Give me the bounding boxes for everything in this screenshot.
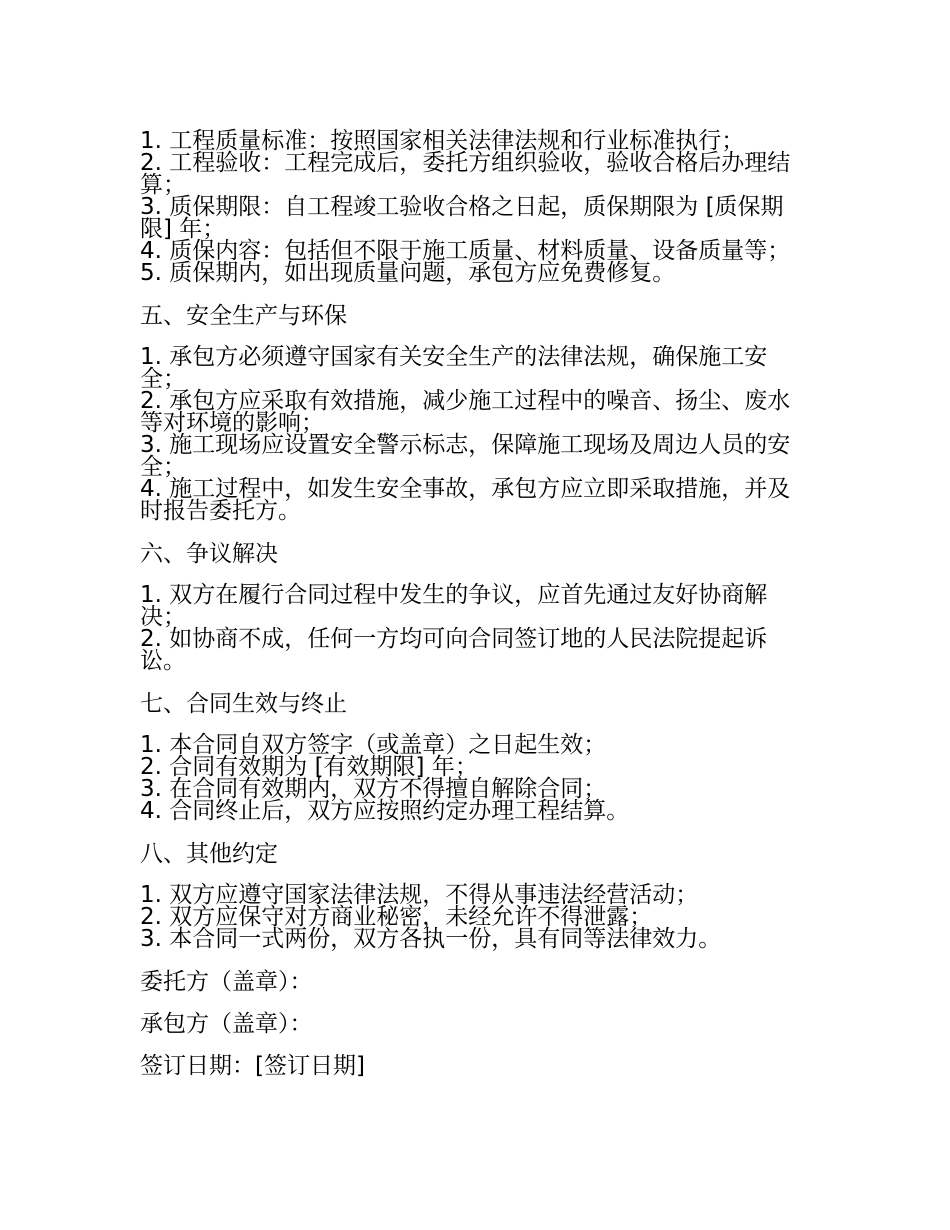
dispute-section-list: [140, 584, 810, 672]
list-item: 2. 承包方应采取有效措施，减少施工过程中的噪音、扬尘、废水等对环境的影响；: [140, 388, 791, 436]
list-item: 1. 本合同自双方签字（或盖章）之日起生效；: [140, 732, 607, 758]
list-item: 2. 如协商不成，任何一方均可向合同签订地的人民法院提起诉讼。: [140, 626, 768, 674]
list-item: 4. 合同终止后，双方应按照约定办理工程结算。: [140, 798, 630, 824]
list-item: 1. 承包方必须遵守国家有关安全生产的法律法规，确保施工安全；: [140, 344, 768, 392]
quality-section-list: [140, 130, 810, 284]
list-item: 4. 质保内容：包括但不限于施工质量、材料质量、设备质量等；: [140, 238, 791, 264]
list-item: 4. 施工过程中，如发生安全事故，承包方应立即采取措施，并及时报告委托方。: [140, 476, 791, 524]
list-item: 3. 质保期限：自工程竣工验收合格之日起，质保期限为 [质保期限] 年；: [140, 194, 784, 242]
list-item: 5. 质保期内，如出现质量问题，承包方应免费修复。: [140, 260, 676, 286]
section-heading-effect: 七、合同生效与终止: [140, 691, 347, 717]
effect-section-list: [140, 734, 810, 822]
section-heading-other: 八、其他约定: [140, 841, 278, 867]
list-item: 1. 双方应遵守国家法律法规，不得从事违法经营活动；: [140, 882, 699, 908]
list-item: 3. 施工现场应设置安全警示标志，保障施工现场及周边人员的安全；: [140, 432, 791, 480]
list-item: 1. 工程质量标准：按照国家相关法律法规和行业标准执行；: [140, 128, 745, 154]
list-item: 1. 双方在履行合同过程中发生的争议，应首先通过友好协商解决；: [140, 582, 768, 630]
section-heading-safety: 五、安全生产与环保: [140, 303, 347, 329]
list-item: 2. 合同有效期为 [有效期限] 年；: [140, 754, 478, 780]
section-heading-dispute: 六、争议解决: [140, 541, 278, 567]
list-item: 3. 在合同有效期内，双方不得擅自解除合同；: [140, 776, 607, 802]
contractor-signature-line: 承包方（盖章）：: [140, 1011, 313, 1037]
signing-date-line: 签订日期：[签订日期]: [140, 1053, 365, 1079]
list-item: 2. 双方应保守对方商业秘密，未经允许不得泄露；: [140, 904, 653, 930]
other-section-list: [140, 884, 810, 950]
safety-section-list: [140, 346, 810, 522]
client-signature-line: 委托方（盖章）：: [140, 969, 313, 995]
list-item: 3. 本合同一式两份，双方各执一份，具有同等法律效力。: [140, 926, 722, 952]
list-item: 2. 工程验收：工程完成后，委托方组织验收，验收合格后办理结算；: [140, 150, 791, 198]
contract-content: [140, 130, 810, 1080]
